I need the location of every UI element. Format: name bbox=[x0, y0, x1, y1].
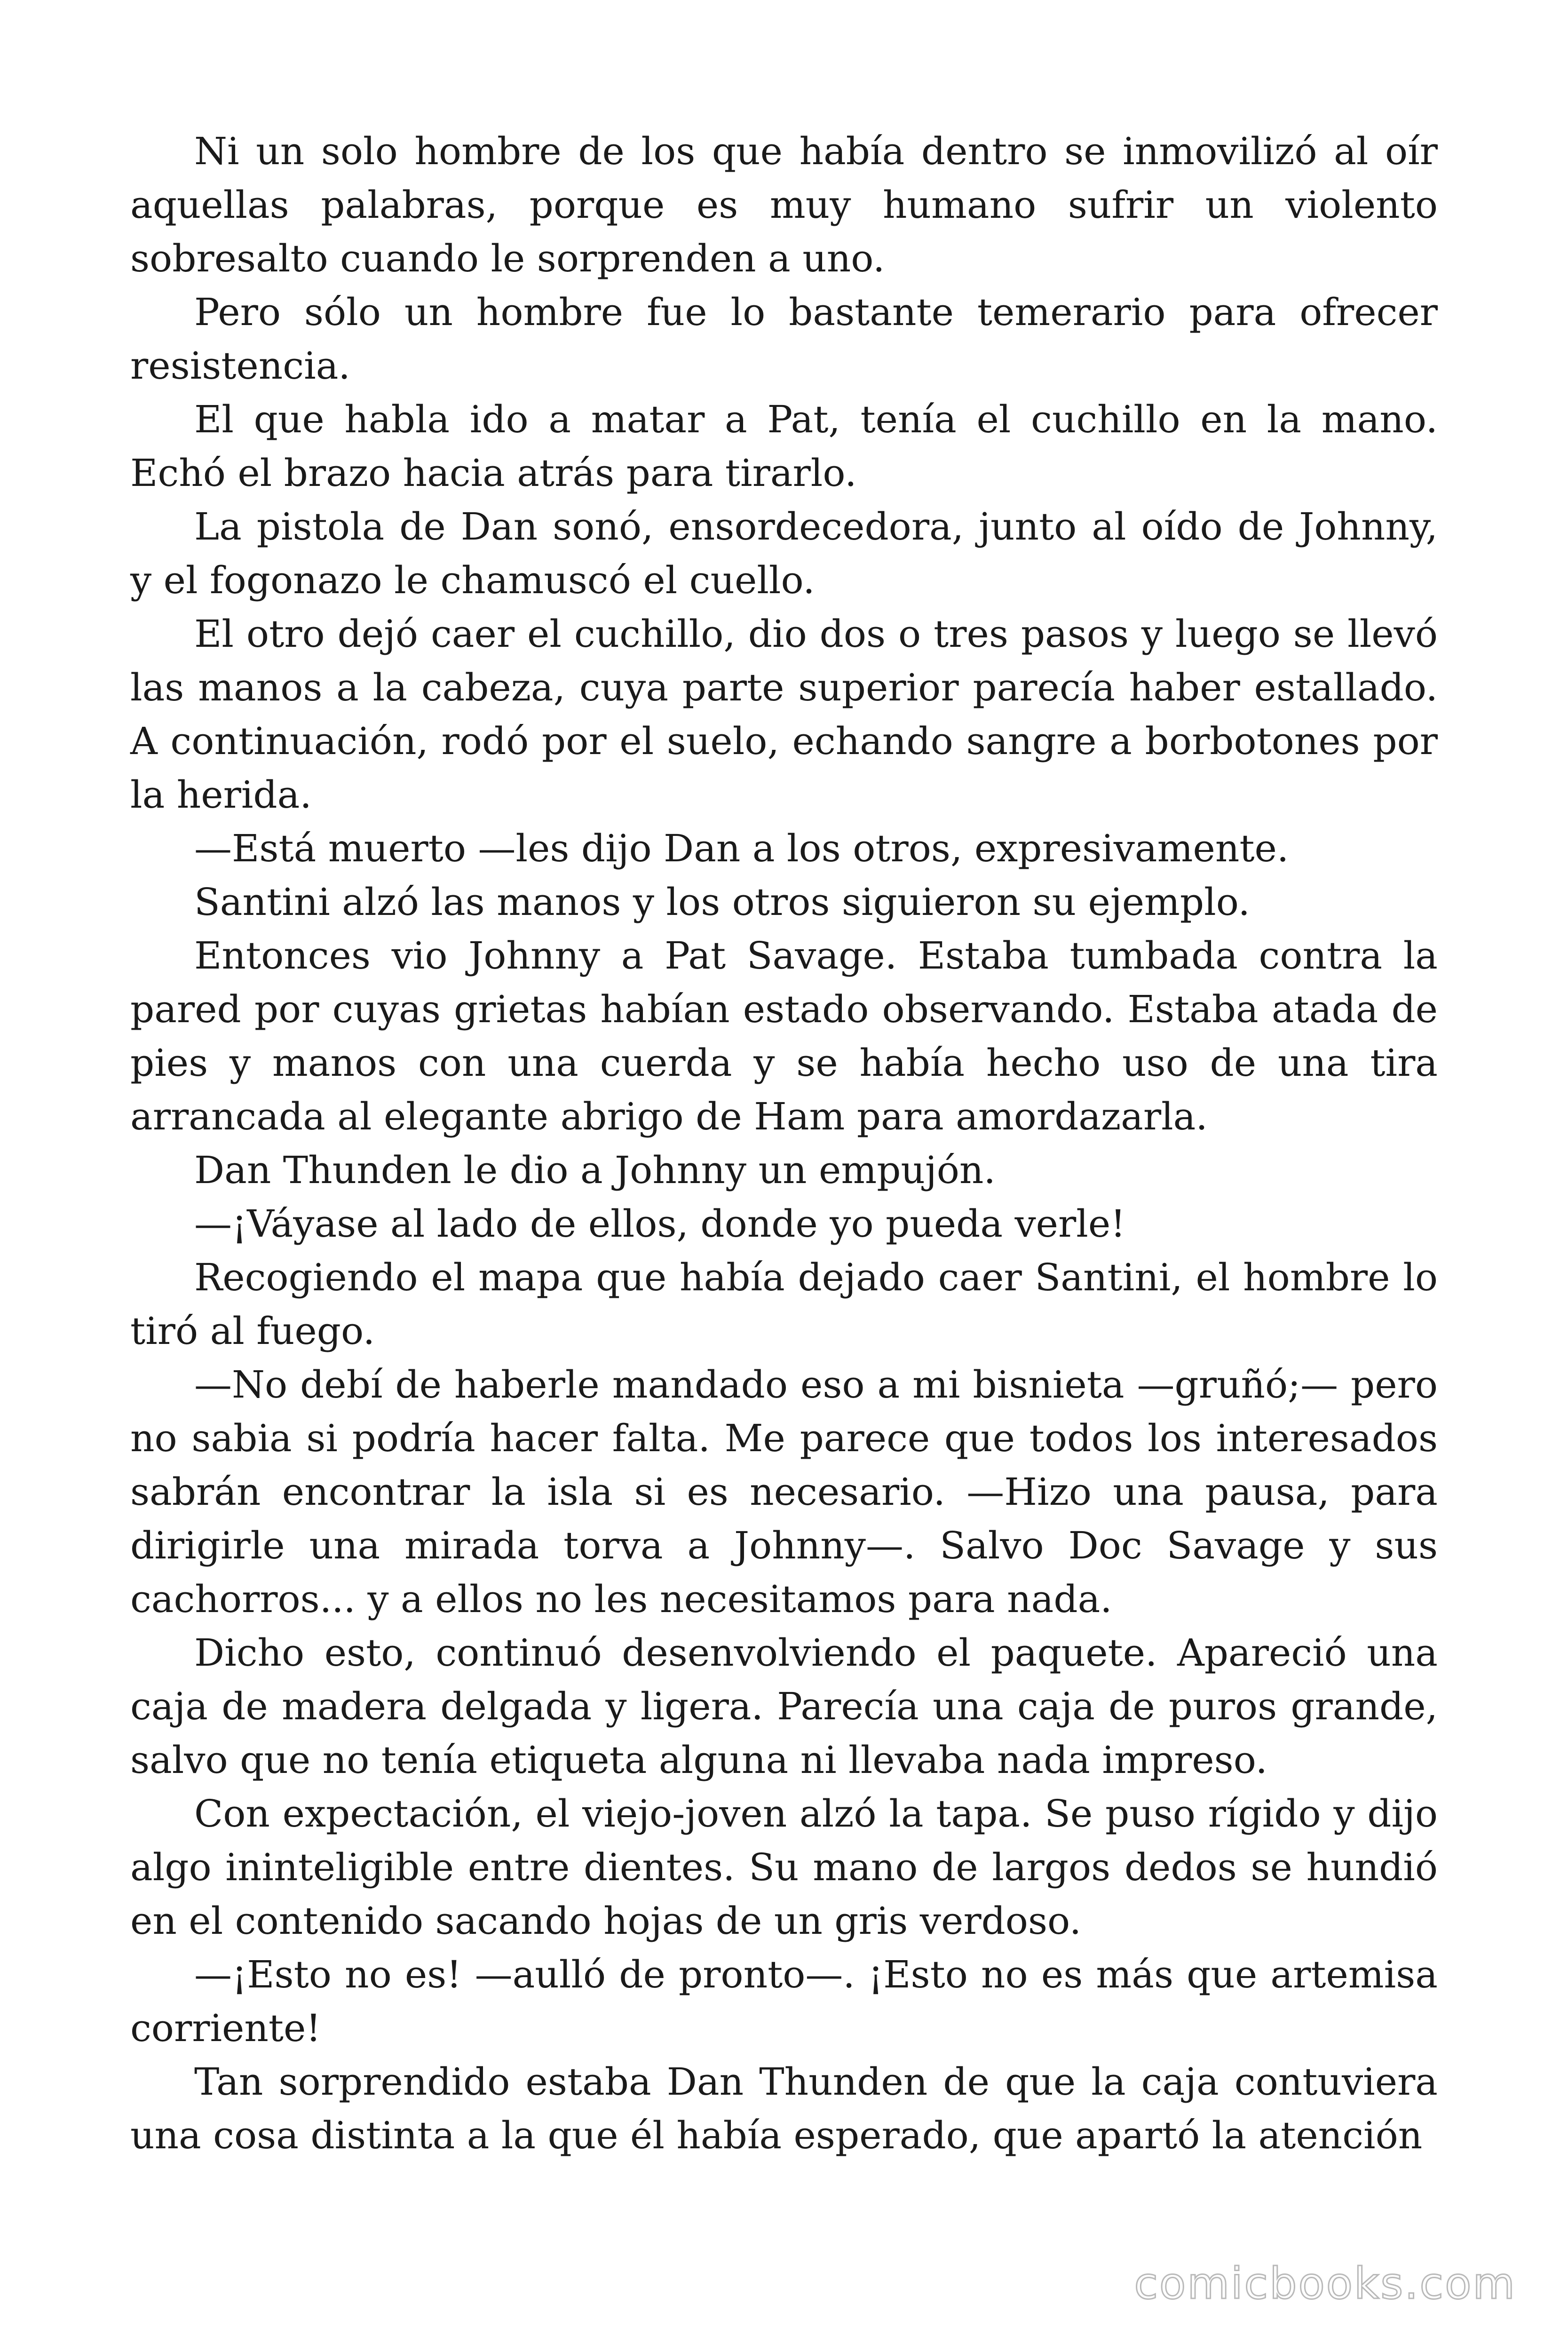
paragraph: —¡Esto no es! —aulló de pronto—. ¡Esto no es más que artemisa corriente! bbox=[130, 1953, 1438, 2050]
paragraph: —¡Váyase al lado de ellos, donde yo pueda verle! bbox=[194, 1202, 1126, 1246]
page-text bbox=[130, 125, 1438, 2162]
paragraph: —Está muerto —les dijo Dan a los otros, expresivamente. bbox=[194, 826, 1289, 870]
paragraph: Santini alzó las manos y los otros siguieron su ejemplo. bbox=[194, 880, 1250, 924]
paragraph: —No debí de haberle mandado eso a mi bisnieta —gruñó;— pero no sabia si podría hacer falta. Me parece que todos los interesados sabrán encontrar la isla si es necesario. —Hizo una pausa, para dirigirle una mirada torva a Johnny—. Salvo Doc Savage y sus cachorros... y a ellos no les necesitamos para nada. bbox=[130, 1363, 1438, 1621]
paragraph: El que habla ido a matar a Pat, tenía el cuchillo en la mano. Echó el brazo hacia atrás para tirarlo. bbox=[130, 397, 1438, 495]
paragraph: Tan sorprendido estaba Dan Thunden de que la caja contuviera una cosa distinta a la que él había esperado, que apartó la atención bbox=[130, 2060, 1438, 2157]
watermark: comicbooks.com bbox=[1134, 2258, 1516, 2309]
paragraph: La pistola de Dan sonó, ensordecedora, junto al oído de Johnny, y el fogonazo le chamuscó el cuello. bbox=[130, 505, 1438, 602]
paragraph: Dan Thunden le dio a Johnny un empujón. bbox=[194, 1148, 996, 1192]
paragraph: Recogiendo el mapa que había dejado caer Santini, el hombre lo tiró al fuego. bbox=[130, 1255, 1438, 1353]
paragraph: Dicho esto, continuó desenvolviendo el paquete. Apareció una caja de madera delgada y ligera. Parecía una caja de puros grande, salvo que no tenía etiqueta alguna ni llevaba nada impreso. bbox=[130, 1631, 1438, 1782]
paragraph: El otro dejó caer el cuchillo, dio dos o tres pasos y luego se llevó las manos a la cabeza, cuya parte superior parecía haber estallado. A continuación, rodó por el suelo, echando sangre a borbotones por la herida. bbox=[130, 612, 1438, 817]
paragraph: Pero sólo un hombre fue lo bastante temerario para ofrecer resistencia. bbox=[130, 290, 1438, 388]
paragraph: Entonces vio Johnny a Pat Savage. Estaba tumbada contra la pared por cuyas grietas habían estado observando. Estaba atada de pies y manos con una cuerda y se había hecho uso de una tira arrancada al elegante abrigo de Ham para amordazarla. bbox=[130, 934, 1438, 1138]
paragraph: Con expectación, el viejo-joven alzó la tapa. Se puso rígido y dijo algo ininteligible entre dientes. Su mano de largos dedos se hundió en el contenido sacando hojas de un gris verdoso. bbox=[130, 1792, 1438, 1943]
paragraph: Ni un solo hombre de los que había dentro se inmovilizó al oír aquellas palabras, porque es muy humano sufrir un violento sobresalto cuando le sorprenden a uno. bbox=[130, 129, 1438, 280]
